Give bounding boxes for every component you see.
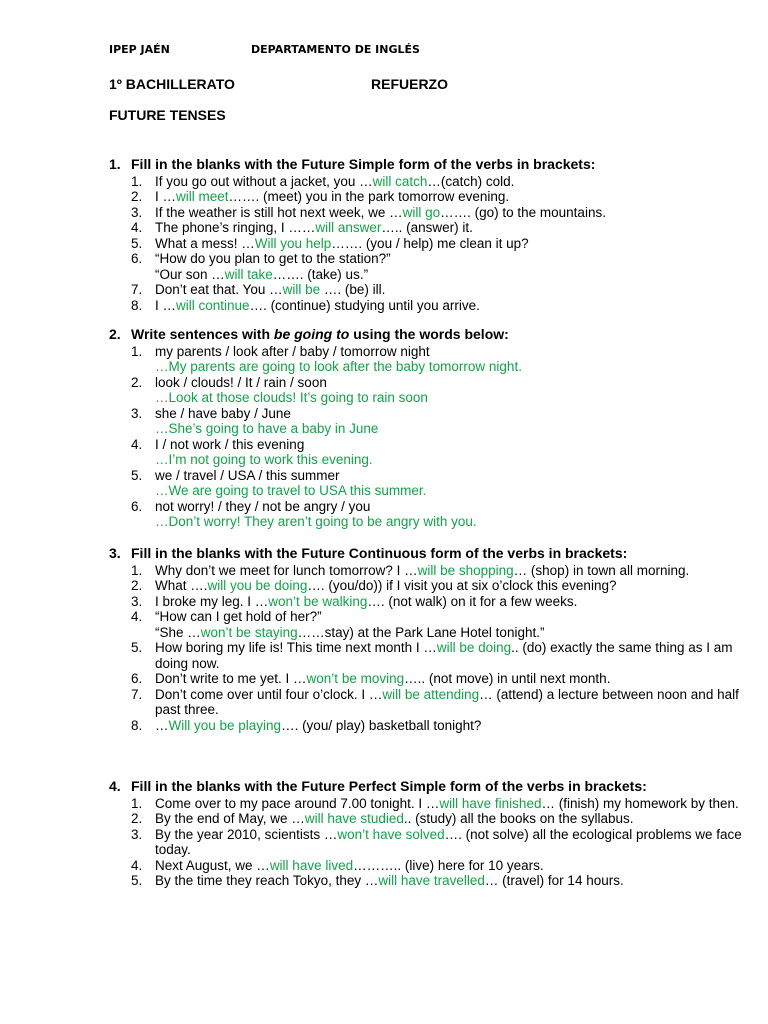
item-number: 4. (131, 609, 143, 624)
answer-text: Will you be playing (168, 717, 282, 733)
item-number: 2. (131, 189, 143, 204)
sentence-start: Come over to my pace around 7.00 tonight. I … (155, 795, 440, 811)
item-text (155, 671, 749, 687)
item-text (155, 625, 749, 641)
answer-text: will meet (176, 189, 229, 204)
exercise-item (131, 578, 749, 594)
section-heading (109, 779, 749, 795)
prompt-words: she / have baby / June (155, 405, 291, 421)
section-future-simple (109, 157, 749, 313)
item-text (155, 827, 749, 858)
sentence-start: I broke my leg. I … (155, 593, 269, 609)
answer-text: won’t be walking (268, 593, 368, 609)
answer-sentence: …I’m not going to work this evening. (155, 452, 373, 467)
item-number: 2. (131, 374, 143, 390)
item-text (155, 578, 749, 594)
sentence-end: …. (you/do)) if I visit you at six o’clock this evening? (307, 578, 617, 593)
sentence-start: What a mess! … (155, 235, 255, 251)
sentence-start: If the weather is still hot next week, we … (155, 204, 403, 220)
exercise-item (131, 609, 749, 625)
sentence-start: The phone’s ringing, I …… (155, 220, 316, 235)
item-number: 4. (131, 857, 143, 873)
item-number (131, 267, 155, 283)
exercise-item (131, 437, 749, 453)
exercise-item (131, 499, 749, 515)
prompt-words: my parents / look after / baby / tomorrow night (155, 343, 430, 359)
item-number: 4. (131, 220, 143, 235)
answer-text: will be doing (436, 640, 512, 655)
sentence-start: By the year 2010, scientists … (155, 826, 338, 842)
item-text (155, 687, 749, 718)
section-heading (109, 157, 749, 173)
sentence-end: … (attend) a lecture between noon and half past three. (155, 686, 739, 717)
item-text (155, 563, 749, 579)
sentence-end: ……. (go) to the mountains. (440, 204, 606, 220)
answer-text: will catch (372, 173, 428, 189)
item-number (131, 625, 155, 641)
item-text (155, 236, 749, 252)
sentence-end: …. (not walk) on it for a few weeks. (367, 593, 578, 609)
item-text (155, 796, 749, 812)
exercise-list (109, 796, 749, 889)
answer-text: will have lived (269, 857, 354, 873)
instruction-emphasis: be going to (273, 326, 350, 342)
course-title: 1º BACHILLERATO (109, 76, 235, 92)
item-number: 1. (131, 562, 143, 578)
item-number: 3. (131, 826, 143, 842)
answer-sentence: …My parents are going to look after the baby tomorrow night. (155, 359, 522, 374)
exercise-item (131, 220, 749, 236)
sentence-start: “She … (155, 624, 201, 640)
item-number: 8. (131, 297, 143, 313)
answer-text: will be attending (382, 686, 480, 702)
item-number: 1. (131, 343, 143, 359)
item-number: 7. (131, 282, 143, 297)
section-instruction (131, 327, 749, 343)
exercise-item (131, 236, 749, 252)
item-text (155, 267, 749, 283)
exercise-item (131, 671, 749, 687)
answer-text: won’t be staying (200, 624, 298, 640)
item-text (155, 811, 749, 827)
exercise-item (131, 625, 749, 641)
item-number: 6. (131, 251, 143, 266)
sentence-start: I … (155, 189, 177, 204)
answer-sentence: …She’s going to have a baby in June (155, 421, 379, 436)
item-number: 3. (131, 593, 143, 609)
item-number: 2. (131, 811, 143, 826)
exercise-item (131, 344, 749, 360)
section-instruction: Fill in the blanks with the Future Continuous form of the verbs in brackets: (131, 545, 628, 561)
section-number: 2. (109, 326, 121, 342)
sentence-end: ……. (meet) you in the park tomorrow evening. (228, 189, 510, 204)
exercise-item (131, 563, 749, 579)
sentence-start: By the end of May, we … (155, 811, 305, 826)
sentence-start: Don’t come over until four o’clock. I … (155, 686, 383, 702)
sentence-start: “How can I get hold of her?” (155, 609, 322, 624)
sentence-end: ….. (answer) it. (381, 220, 473, 235)
item-number: 4. (131, 436, 143, 452)
section-future-perfect (109, 779, 749, 889)
exercise-item (131, 174, 749, 190)
item-number: 5. (131, 640, 143, 655)
sentence-end: ……stay) at the Park Lane Hotel tonight.” (297, 624, 545, 640)
prompt-words: I / not work / this evening (155, 436, 305, 452)
item-number: 5. (131, 235, 143, 251)
sentence-end: ….. (not move) in until next month. (404, 671, 611, 686)
answer-text: will be (282, 282, 321, 297)
item-text (155, 858, 749, 874)
item-text (155, 189, 749, 205)
answer-text: Will you help (254, 235, 332, 251)
answer-sentence: …We are going to travel to USA this summer. (155, 483, 427, 498)
section-number: 4. (109, 778, 121, 794)
section-instruction: Fill in the blanks with the Future Simple form of the verbs in brackets: (131, 156, 596, 172)
item-number: 5. (131, 873, 143, 888)
exercise-item (131, 189, 749, 205)
item-text (155, 251, 749, 267)
sentence-end: …. (be) ill. (320, 282, 386, 297)
exercise-item (131, 858, 749, 874)
exercise-item (131, 468, 749, 484)
section-heading (109, 327, 749, 343)
item-number: 6. (131, 498, 143, 514)
department-name: DEPARTAMENTO DE INGLÉS (251, 43, 420, 56)
sentence-end: …. (continue) studying until you arrive. (249, 297, 480, 313)
sentence-end: … (shop) in town all morning. (513, 562, 690, 578)
answer-sentence: …Don’t worry! They aren’t going to be angry with you. (155, 514, 477, 529)
exercise-list (109, 563, 749, 734)
answer-text: will be shopping (417, 562, 514, 578)
sentence-start: What …. (155, 578, 208, 593)
exercise-item (131, 827, 749, 858)
section-future-continuous (109, 546, 749, 733)
exercise-list (109, 174, 749, 314)
answer-text: will you be doing (207, 578, 308, 593)
exercise-item (131, 251, 749, 267)
answer-text: will have studied (304, 811, 404, 826)
exercise-item (131, 687, 749, 718)
sentence-end: …(catch) cold. (427, 173, 515, 189)
sentence-start: By the time they reach Tokyo, they … (155, 873, 379, 888)
sentence-start: How boring my life is! This time next month I … (155, 640, 437, 655)
item-number: 6. (131, 671, 143, 686)
sentence-end: …. (you/ play) basketball tonight? (281, 717, 482, 733)
sentence-end: …. (not solve) all the ecological problems we face today. (155, 826, 742, 857)
prompt-words: not worry! / they / not be angry / you (155, 498, 371, 514)
answer-text: will have travelled (378, 873, 485, 888)
item-text (155, 718, 749, 734)
item-number: 3. (131, 405, 143, 421)
school-name: IPEP JAÉN (109, 43, 170, 56)
item-number: 8. (131, 717, 143, 733)
item-text (155, 609, 749, 625)
sentence-end: ……….. (live) here for 10 years. (353, 857, 544, 873)
section-number: 1. (109, 156, 121, 172)
sentence-start: … (155, 717, 169, 733)
exercise-item (131, 594, 749, 610)
item-text (155, 594, 749, 610)
sentence-start: I … (155, 297, 177, 313)
sentence-start: Next August, we … (155, 857, 270, 873)
sentence-end: ……. (take) us.” (272, 266, 369, 282)
section-instruction: Fill in the blanks with the Future Perfect Simple form of the verbs in brackets: (131, 778, 647, 794)
sentence-start: “Our son … (155, 266, 225, 282)
exercise-item (131, 375, 749, 391)
sentence-end: .. (study) all the books on the syllabus. (403, 811, 634, 826)
sentence-end: ……. (you / help) me clean it up? (331, 235, 529, 251)
topic-title: FUTURE TENSES (109, 107, 226, 123)
answer-text: will have finished (439, 795, 542, 811)
exercise-item (131, 298, 749, 314)
answer-text: will continue (176, 297, 250, 313)
sentence-start: Don’t write to me yet. I … (155, 671, 307, 686)
answer-sentence: …Look at those clouds! It’s going to rain soon (155, 390, 428, 405)
instruction-text: using the words below: (349, 326, 509, 342)
sentence-start: Don’t eat that. You … (155, 282, 283, 297)
exercise-item (131, 267, 749, 283)
item-text (155, 298, 749, 314)
section-be-going-to (109, 327, 749, 530)
item-text (155, 873, 749, 889)
type-title: REFUERZO (371, 76, 448, 92)
section-number: 3. (109, 545, 121, 561)
exercise-item (131, 640, 749, 671)
item-text (155, 205, 749, 221)
item-text (155, 640, 749, 671)
instruction-text: Write sentences with (131, 326, 274, 342)
item-number: 1. (131, 173, 143, 189)
exercise-item (131, 205, 749, 221)
item-number: 7. (131, 686, 143, 702)
exercise-item (131, 282, 749, 298)
exercise-item (131, 406, 749, 422)
item-number: 3. (131, 204, 143, 220)
sentence-end: … (travel) for 14 hours. (484, 873, 624, 888)
item-text (155, 174, 749, 190)
prompt-words: we / travel / USA / this summer (155, 467, 340, 483)
exercise-item (131, 718, 749, 734)
sentence-end: … (finish) my homework by then. (541, 795, 739, 811)
item-text (155, 282, 749, 298)
exercise-item (131, 796, 749, 812)
sentence-start: If you go out without a jacket, you … (155, 173, 373, 189)
sentence-end: .. (do) exactly the same thing as I am doing now. (155, 640, 733, 671)
prompt-words: look / clouds! / It / rain / soon (155, 374, 327, 390)
answer-text: won’t have solved (337, 826, 445, 842)
answer-text: will go (402, 204, 441, 220)
sentence-start: “How do you plan to get to the station?” (155, 251, 391, 266)
section-heading (109, 546, 749, 562)
item-number: 5. (131, 467, 143, 483)
answer-text: will answer (315, 220, 382, 235)
exercise-list (109, 344, 749, 530)
answer-text: will take (224, 266, 273, 282)
item-number: 1. (131, 795, 143, 811)
exercise-item (131, 873, 749, 889)
answer-text: won’t be moving (306, 671, 405, 686)
sentence-start: Why don’t we meet for lunch tomorrow? I … (155, 562, 418, 578)
item-text (155, 220, 749, 236)
item-number: 2. (131, 578, 143, 593)
exercise-item (131, 811, 749, 827)
